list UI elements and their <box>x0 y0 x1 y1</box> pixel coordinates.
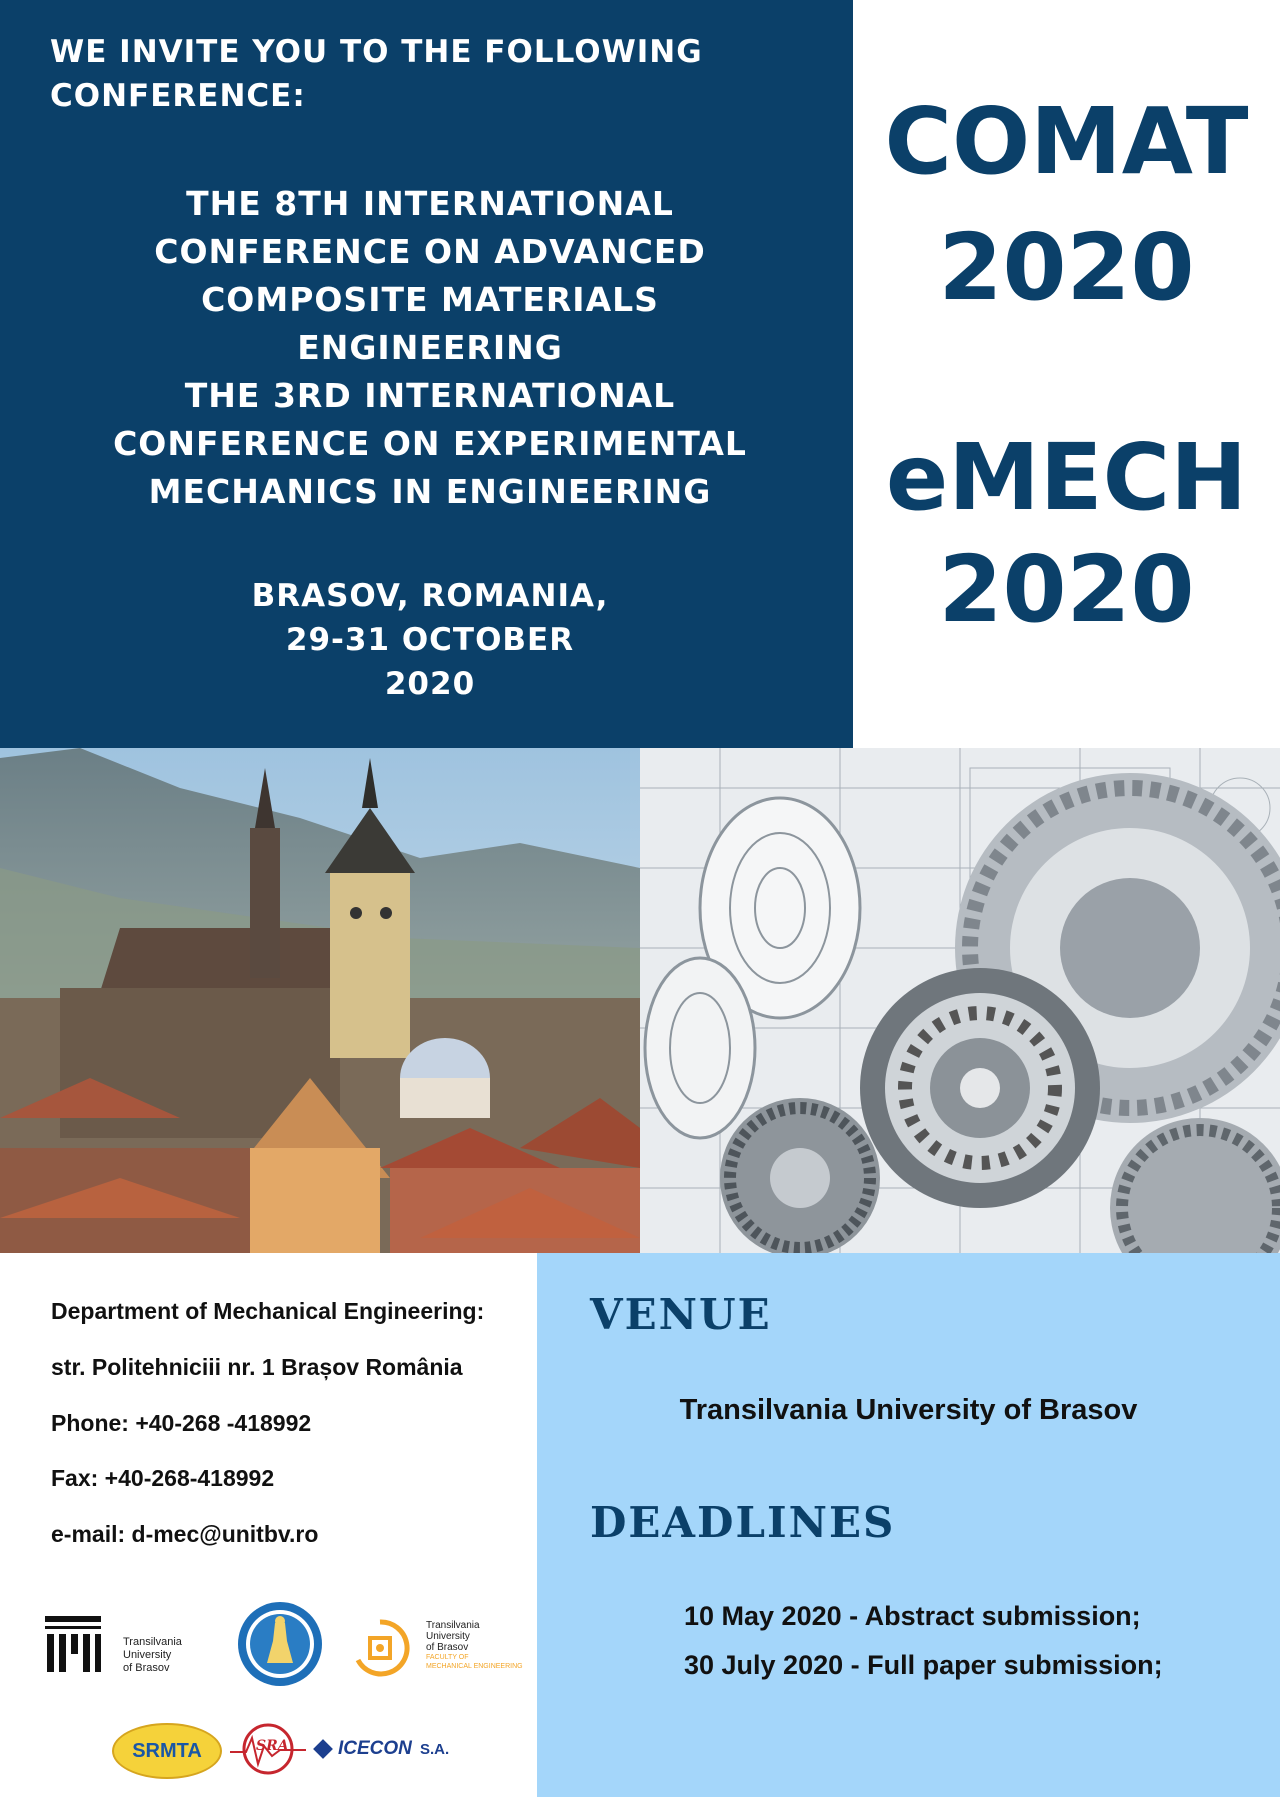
logo-text-line: Transilvania <box>123 1636 182 1648</box>
invite-line: CONFERENCE: <box>50 78 306 114</box>
conference-line: MECHANICS IN ENGINEERING <box>148 472 712 511</box>
conference-line: CONFERENCE ON ADVANCED <box>154 232 706 271</box>
srmta-logo <box>112 1723 222 1779</box>
srmta-text: SRMTA <box>132 1739 202 1762</box>
icecon-suffix: S.A. <box>420 1741 450 1758</box>
sra-text: SRA <box>256 1738 289 1754</box>
deadline-full-paper: 30 July 2020 - Full paper submission; <box>684 1650 1163 1680</box>
venue-heading: VENUE <box>590 1290 772 1339</box>
comat-year: 2020 <box>938 214 1195 321</box>
logo-text-line: University <box>426 1631 470 1642</box>
conference-titles <box>30 180 830 516</box>
acronym-panel <box>853 0 1280 748</box>
location-date <box>30 574 830 706</box>
logo-text-line: Transilvania <box>426 1620 480 1631</box>
emech-title: eMECH <box>885 424 1248 531</box>
deadline-abstract: 10 May 2020 - Abstract submission; <box>684 1601 1141 1631</box>
transilvania-university-logo <box>45 1616 205 1676</box>
conference-line: ENGINEERING <box>297 328 563 367</box>
deadlines-heading: DEADLINES <box>590 1498 896 1547</box>
invite-line: WE INVITE YOU TO THE FOLLOWING <box>50 34 703 70</box>
faculty-mechanical-engineering-logo <box>350 1618 530 1682</box>
logo-text-line: FACULTY OF <box>426 1654 469 1661</box>
emech-year: 2020 <box>938 536 1195 643</box>
sra-logo <box>228 1720 308 1778</box>
logo-text-line: University <box>123 1649 172 1661</box>
invitation-text <box>50 30 830 118</box>
conference-line: COMPOSITE MATERIALS <box>201 280 659 319</box>
academy-seal-logo <box>237 1601 323 1687</box>
comat-title: COMAT <box>884 88 1249 195</box>
logo-text-line: of Brasov <box>426 1642 469 1653</box>
address: str. Politehniciii nr. 1 Brașov România <box>51 1354 463 1380</box>
date-line: 29-31 OCTOBER <box>285 622 575 658</box>
location-line: BRASOV, ROMANIA, <box>251 578 609 614</box>
icecon-diamond-icon <box>313 1739 333 1759</box>
faculty-gear-icon <box>350 1618 410 1678</box>
department-name: Department of Mechanical Engineering: <box>51 1298 485 1324</box>
conference-line: CONFERENCE ON EXPERIMENTAL <box>113 424 747 463</box>
university-columns-icon <box>45 1616 103 1674</box>
email: e-mail: d-mec@unitbv.ro <box>51 1521 319 1547</box>
icecon-logo <box>316 1738 456 1764</box>
brasov-city-photo <box>0 748 640 1253</box>
venue-name: Transilvania University of Brasov <box>679 1394 1138 1426</box>
logo-text-line: MECHANICAL ENGINEERING <box>426 1663 523 1670</box>
mechanical-gears-photo <box>640 748 1280 1253</box>
year-line: 2020 <box>384 666 476 702</box>
logo-text-line: of Brasov <box>123 1662 170 1674</box>
conference-line: THE 8TH INTERNATIONAL <box>186 184 674 223</box>
phone: Phone: +40-268 -418992 <box>51 1410 312 1436</box>
conference-line: THE 3RD INTERNATIONAL <box>184 376 676 415</box>
icecon-text: ICECON <box>338 1738 412 1759</box>
fax: Fax: +40-268-418992 <box>51 1465 275 1491</box>
